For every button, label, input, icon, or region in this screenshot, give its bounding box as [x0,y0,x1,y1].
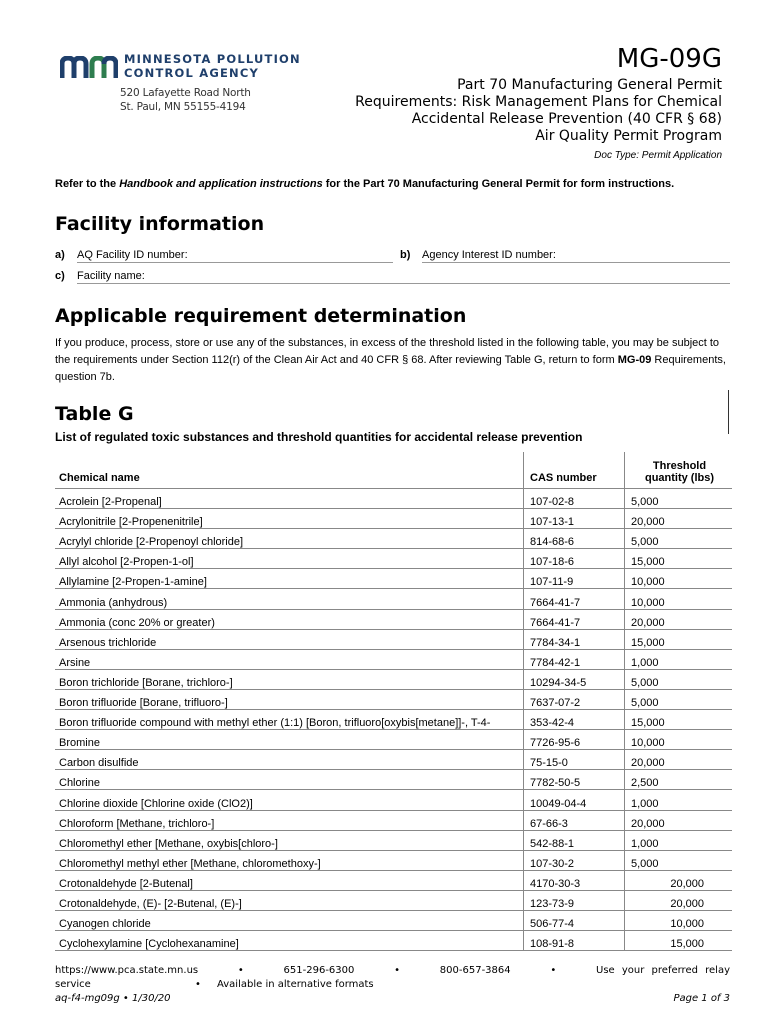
form-title [282,77,722,145]
col-chemical-name: Chemical name [55,452,524,489]
applicable-form-ref: MG-09 [617,354,652,366]
chemical-name-cell: Ammonia (anhydrous) [55,589,524,609]
applicable-heading: Applicable requirement determination [55,305,467,327]
table-row [55,910,732,930]
agency-logo [60,50,310,118]
threshold-cell: 20,000 [625,750,733,770]
form-code: MG-09G [616,44,722,74]
chemical-name-cell: Chloroform [Methane, trichloro-] [55,810,524,830]
cas-number-cell: 123-73-9 [524,890,625,910]
threshold-cell: 10,000 [625,730,733,750]
chemical-name-cell: Arsine [55,649,524,669]
chemical-name-cell: Chloromethyl ether [Methane, oxybis[chloro-] [55,830,524,850]
col-threshold [625,452,733,489]
agency-interest-id-input[interactable]: Agency Interest ID number: [422,249,730,263]
table-row [55,830,732,850]
table-row [55,489,732,509]
doc-type: Doc Type: Permit Application [594,150,722,161]
chemical-name-cell: Acrylyl chloride [2-Propenoyl chloride] [55,529,524,549]
threshold-cell: 2,500 [625,770,733,790]
chemical-name-cell: Chlorine dioxide [Chlorine oxide (ClO2)] [55,790,524,810]
table-row [55,730,732,750]
threshold-cell: 20,000 [625,890,733,910]
chemical-name-cell: Chloromethyl methyl ether [Methane, chloromethoxy-] [55,850,524,870]
table-row [55,669,732,689]
cas-number-cell: 10049-04-4 [524,790,625,810]
table-row [55,609,732,629]
applicable-text-1: If you produce, process, store or use any of the substances, in excess of the threshold listed in the following table, you may be subject to the requirements under Section 112(r) of the Clean Air Act and 40 CFR § 68. After reviewing Table G, return to form [55,337,720,366]
table-row [55,850,732,870]
cas-number-cell: 7782-50-5 [524,770,625,790]
table-row [55,529,732,549]
instructions-suffix: for the Part 70 Manufacturing General Permit for form instructions. [322,178,675,190]
chemical-name-cell: Acrolein [2-Propenal] [55,489,524,509]
cas-number-cell: 7637-07-2 [524,689,625,709]
table-heading-divider [728,390,729,434]
cas-number-cell: 108-91-8 [524,931,625,951]
footer-phone2: 800-657-3864 [439,965,511,976]
chemical-name-cell: Cyclohexylamine [Cyclohexanamine] [55,931,524,951]
field-a-label: a) [55,249,65,261]
threshold-cell: 15,000 [625,629,733,649]
field-b-label: b) [400,249,411,261]
cas-number-cell: 107-18-6 [524,549,625,569]
footer-bullet: • [550,965,557,976]
cas-number-cell: 7664-41-7 [524,609,625,629]
chemical-name-cell: Bromine [55,730,524,750]
table-g-subtitle: List of regulated toxic substances and threshold quantities for accidental release prevention [55,430,583,444]
cas-number-cell: 7664-41-7 [524,589,625,609]
cas-number-cell: 7784-42-1 [524,649,625,669]
table-row [55,689,732,709]
cas-number-cell: 107-30-2 [524,850,625,870]
footer-bullet: • [237,965,244,976]
field-c-label: c) [55,270,65,282]
threshold-cell: 1,000 [625,830,733,850]
table-row [55,810,732,830]
form-title-line2: Requirements: Risk Management Plans for Chemical [355,94,722,110]
table-row [55,629,732,649]
table-row [55,569,732,589]
chemical-name-cell: Crotonaldehyde [2-Butenal] [55,870,524,890]
aq-facility-id-input[interactable]: AQ Facility ID number: [77,249,393,263]
table-row [55,589,732,609]
threshold-cell: 20,000 [625,870,733,890]
cas-number-cell: 67-66-3 [524,810,625,830]
cas-number-cell: 7726-95-6 [524,730,625,750]
instructions-prefix: Refer to the [55,178,120,190]
footer-relay-line1: Use your preferred relay [596,965,730,976]
cas-number-cell: 814-68-6 [524,529,625,549]
threshold-cell: 1,000 [625,790,733,810]
table-row [55,649,732,669]
table-row [55,931,732,951]
threshold-cell: 20,000 [625,810,733,830]
footer-bullet: • [195,979,201,990]
threshold-cell: 20,000 [625,509,733,529]
cas-number-cell: 7784-34-1 [524,629,625,649]
col-threshold-line1: Threshold [652,460,707,472]
chemical-name-cell: Crotonaldehyde, (E)- [2-Butenal, (E)-] [55,890,524,910]
threshold-cell: 5,000 [625,489,733,509]
footer-page-number: Page 1 of 3 [673,993,730,1004]
table-row [55,890,732,910]
cas-number-cell: 4170-30-3 [524,870,625,890]
mpca-logo-icon [60,56,118,80]
footer-doc-id: aq-f4-mg09g • 1/30/20 [55,993,171,1004]
threshold-cell: 15,000 [625,931,733,951]
applicable-paragraph [55,335,730,386]
threshold-cell: 10,000 [625,910,733,930]
agency-name-line2: CONTROL AGENCY [124,66,260,80]
footer-phone1: 651-296-6300 [283,965,355,976]
cas-number-cell: 107-02-8 [524,489,625,509]
facility-name-field[interactable] [55,270,730,284]
cas-number-cell: 353-42-4 [524,710,625,730]
threshold-cell: 15,000 [625,710,733,730]
footer-alt-formats: Available in alternative formats [217,979,374,990]
table-row [55,770,732,790]
instructions-handbook-link: Handbook and application instructions [119,178,323,190]
threshold-cell: 10,000 [625,589,733,609]
threshold-cell: 10,000 [625,569,733,589]
chemical-name-cell: Cyanogen chloride [55,910,524,930]
chemical-name-cell: Ammonia (conc 20% or greater) [55,609,524,629]
cas-number-cell: 107-13-1 [524,509,625,529]
threshold-cell: 5,000 [625,529,733,549]
facility-heading: Facility information [55,213,265,235]
chemical-name-cell: Acrylonitrile [2-Propenenitrile] [55,509,524,529]
threshold-cell: 1,000 [625,649,733,669]
table-row [55,870,732,890]
table-row [55,790,732,810]
footer-bullet: • [394,965,401,976]
cas-number-cell: 506-77-4 [524,910,625,930]
agency-name-line1: MINNESOTA POLLUTION [124,52,301,66]
aq-facility-id-field[interactable] [55,249,393,263]
page-footer [55,964,730,1006]
table-g [55,452,732,951]
threshold-cell: 20,000 [625,609,733,629]
form-title-line1: Part 70 Manufacturing General Permit [457,77,722,93]
chemical-name-cell: Carbon disulfide [55,750,524,770]
chemical-name-cell: Arsenous trichloride [55,629,524,649]
agency-interest-id-field[interactable] [400,249,730,263]
table-row [55,750,732,770]
instructions-text [55,178,674,190]
footer-url[interactable]: https://www.pca.state.mn.us [55,965,199,976]
col-threshold-line2: quantity (lbs) [644,472,715,484]
chemical-name-cell: Boron trichloride [Borane, trichloro-] [55,669,524,689]
chemical-name-cell: Allyl alcohol [2-Propen-1-ol] [55,549,524,569]
col-cas-number: CAS number [524,452,625,489]
table-row [55,509,732,529]
agency-address [120,86,251,114]
agency-name [124,52,301,80]
chemical-name-cell: Allylamine [2-Propen-1-amine] [55,569,524,589]
applicable-text-2: Requirements, question 7b. [55,354,726,383]
chemical-name-cell: Boron trifluoride [Borane, trifluoro-] [55,689,524,709]
address-line2: St. Paul, MN 55155-4194 [120,101,246,113]
cas-number-cell: 10294-34-5 [524,669,625,689]
table-header-row [55,452,732,489]
facility-name-input[interactable]: Facility name: [77,270,730,284]
address-line1: 520 Lafayette Road North [120,87,251,99]
table-g-heading: Table G [55,403,134,425]
threshold-cell: 15,000 [625,549,733,569]
threshold-cell: 5,000 [625,689,733,709]
chemical-name-cell: Chlorine [55,770,524,790]
chemical-name-cell: Boron trifluoride compound with methyl ether (1:1) [Boron, trifluoro[oxybis[metane]]-, T-4- [55,710,524,730]
table-row [55,710,732,730]
threshold-cell: 5,000 [625,850,733,870]
cas-number-cell: 75-15-0 [524,750,625,770]
footer-relay-line2: service [55,979,91,990]
table-row [55,549,732,569]
form-title-line3: Accidental Release Prevention (40 CFR § 68) [411,111,722,127]
cas-number-cell: 107-11-9 [524,569,625,589]
threshold-cell: 5,000 [625,669,733,689]
cas-number-cell: 542-88-1 [524,830,625,850]
form-title-line4: Air Quality Permit Program [535,128,722,144]
